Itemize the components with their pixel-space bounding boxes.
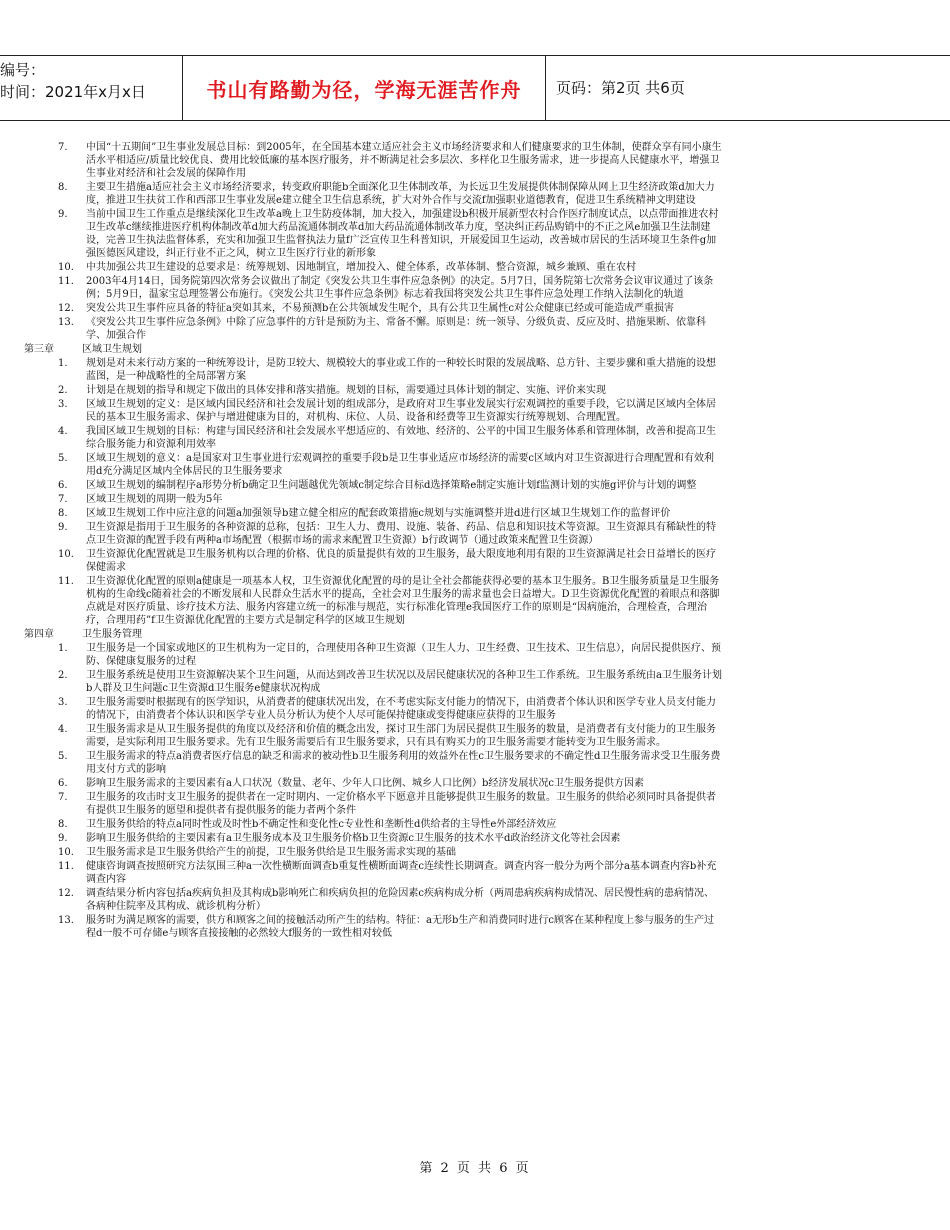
list-item-number: 11. bbox=[58, 576, 74, 587]
list-item bbox=[22, 479, 722, 492]
list-item bbox=[22, 832, 722, 845]
list-item bbox=[22, 669, 722, 695]
list-item-text: 卫生服务的攻击时支卫生服务的提供者在一定时期内、一定价格水平下愿意并且能够提供卫生服务的数量。卫生服务的供给必须同时具备提供者有提供卫生服务的愿望和提供者有提供服务的能力者两个条件 bbox=[86, 792, 716, 816]
list-item bbox=[22, 860, 722, 886]
list-item-number: 7. bbox=[58, 494, 68, 505]
list-item-text: 卫生服务需求是卫生服务供给产生的前提，卫生服务供给是卫生服务需求实现的基础 bbox=[86, 847, 456, 858]
chapter-number: 第三章 bbox=[24, 344, 54, 355]
document-time-label: 时间：2021年x月x日 bbox=[0, 83, 146, 101]
list-item bbox=[22, 548, 722, 574]
list-item-text: 区域卫生规划的周期一般为5年 bbox=[86, 494, 223, 505]
list-item-text: 卫生资源优化配置的原则a健康是一项基本人权，卫生资源优化配置的母的是让全社会都能获得必要的基本卫生服务。B卫生服务质量是卫生服务机构的生命线c随着社会的不断发展和人民群众生活水平的提高，全社会对卫生服务的需求量也会日益增大。D卫生资源优化配置的着眼点和落脚点就是对医疗质量、诊疗技术方法、服务内容建立统一的标准与规范，实行标准化管理e我国医疗工作的原则是“因病施治，合理检查，合理治疗，合理用药”f卫生资源优化配置的主要方式是制定科学的区域卫生规划 bbox=[86, 576, 720, 626]
list-item bbox=[22, 384, 722, 397]
list-item-text: 计划是在规划的指导和规定下做出的具体安排和落实措施。规划的目标，需要通过具体计划的制定、实施、评价来实现 bbox=[86, 385, 606, 396]
header-meta bbox=[0, 59, 180, 103]
list-item-text: 我国区域卫生规划的目标：构建与国民经济和社会发展水平想适应的、有效地、经济的、公平的中国卫生服务体系和管理体制，改善和提高卫生综合服务能力和资源利用效率 bbox=[86, 426, 716, 450]
list-item-number: 10. bbox=[58, 549, 74, 560]
header-motto: 书山有路勤为径，学海无涯苦作舟 bbox=[206, 78, 522, 102]
header-divider bbox=[545, 55, 546, 121]
list-item bbox=[22, 208, 722, 260]
list-item bbox=[22, 141, 722, 180]
list-item-text: 主要卫生措施a适应社会主义市场经济要求，转变政府职能b全面深化卫生体制改革，为长远卫生发展提供体制保障从网上卫生经济政策d加大力度，推进卫生扶贫工作和西部卫生事业发展e建立健全卫生信息系统，扩大对外合作与交流f加强职业道德教育，促进卫生系统精神文明建设 bbox=[86, 182, 715, 206]
document-number-label: 编号： bbox=[0, 61, 46, 79]
list-item bbox=[22, 887, 722, 913]
list-item-number: 6. bbox=[58, 778, 68, 789]
list-item-number: 2. bbox=[58, 670, 68, 681]
list-item-text: 服务时为满足顾客的需要，供方和顾客之间的接触活动所产生的结构。特征：a无形b生产和消费同时进行c顾客在某种程度上参与服务的生产过程d一般不可存储e与顾客直接接触的必然较大f服务的一致性相对较低 bbox=[86, 915, 714, 939]
list-item-text: 《突发公共卫生事件应急条例》中除了应急事件的方针是预防为主、常备不懈。原则是：统一领导、分级负责、反应及时、措施果断、依靠科学、加强合作 bbox=[86, 317, 706, 341]
list-item-text: 2003年4月14日，国务院第四次常务会议做出了制定《突发公共卫生事件应急条例》的决定。5月7日，国务院第七次常务会议审议通过了该条例；5月9日，温家宝总理签署公布施行。《突发公共卫生事件应急条例》标志着我国将突发公共卫生事件应急处理工作纳入法制化的轨道 bbox=[86, 276, 714, 300]
page-header bbox=[0, 55, 950, 121]
list-item bbox=[22, 642, 722, 668]
list-item-number: 5. bbox=[58, 751, 68, 762]
list-item-text: 区域卫生规划的编制程序a形势分析b确定卫生问题越优先领域c制定综合目标d选择策略e制定实施计划f监测计划的实施g评价与计划的调整 bbox=[86, 480, 697, 491]
list-item-number: 9. bbox=[58, 209, 68, 220]
list-item-text: 当前中国卫生工作重点是继续深化卫生改革a晚上卫生防疫体制，加大投入，加强建设b积极开展新型农村合作医疗制度试点，以点带面推进农村卫生改革c继续推进医疗机构体制改革d加大药品流通体制改革d加大药品流通体制改革力度，坚决纠正药品购销中的不正之风e加强卫生法制建设，完善卫生执法监督体系，充实和加强卫生监督执法力量f广泛宣传卫生科普知识，开展爱国卫生运动，改善城市居民的生活环境卫生条件g加强医德医风建设，纠正行业不正之风，树立卫生医疗行业的新形象 bbox=[86, 209, 719, 259]
list-item-number: 9. bbox=[58, 522, 68, 533]
list-item-number: 12. bbox=[58, 888, 74, 899]
list-item-number: 12. bbox=[58, 303, 74, 314]
list-item bbox=[22, 696, 722, 722]
list-item-text: 突发公共卫生事件应具备的特征a突如其来，不易预测b在公共领域发生呢个，具有公共卫生属性c对公众健康已经或可能造成严重损害 bbox=[86, 303, 674, 314]
list-item bbox=[22, 521, 722, 547]
list-item-text: 卫生资源是指用于卫生服务的各种资源的总称，包括：卫生人力、费用、设施、装备、药品、信息和知识技术等资源。卫生资源具有稀缺性的特点卫生资源的配置手段有两种a市场配置（根据市场的需求来配置卫生资源）b行政调节（通过政策来配置卫生资源） bbox=[86, 522, 716, 546]
page-footer: 第 2 页 共 6 页 bbox=[419, 1161, 531, 1176]
list-item-number: 9. bbox=[58, 833, 68, 844]
list-item bbox=[22, 316, 722, 342]
list-item bbox=[22, 846, 722, 859]
list-item-number: 6. bbox=[58, 480, 68, 491]
list-item bbox=[22, 398, 722, 424]
list-item bbox=[22, 723, 722, 749]
list-item-text: 卫生服务供给的特点a同时性或及时性b不确定性和变化性c专业性和垄断性d供给者的主导性e外部经济效应 bbox=[86, 819, 557, 830]
list-item bbox=[22, 275, 722, 301]
list-item-text: 卫生服务需求的特点a消费者医疗信息的缺乏和需求的被动性b卫生服务利用的效益外在性c卫生服务要求的不确定性d卫生服务需求受卫生服务费用支付方式的影响 bbox=[86, 751, 721, 775]
chapter-title: 区域卫生规划 bbox=[82, 344, 142, 355]
list-item-text: 卫生服务系统是使用卫生资源解决某个卫生问题，从而达到改善卫生状况以及居民健康状况的各种卫生工作系统。卫生服务系统由a卫生服务计划b人群及卫生问题c卫生资源d卫生服务e健康状况构成 bbox=[86, 670, 722, 694]
list-item-text: 中共加强公共卫生建设的总要求是：统筹规划、因地制宜，增加投入、健全体系，改革体制、整合资源，城乡兼顾、重在农村 bbox=[86, 262, 636, 273]
list-item-text: 健康咨询调查按照研究方法氛围三种a一次性横断面调查b重复性横断面调查c连续性长期调查。调查内容一般分为两个部分a基本调查内容b补充调查内容 bbox=[86, 861, 717, 885]
list-item bbox=[22, 750, 722, 776]
list-item-text: 调查结果分析内容包括a疾病负担及其构成b影响死亡和疾病负担的危险因素c疾病构成分析（两周患病疾病构成情况、居民慢性病的患病情况、各病种住院率及其构成、就诊机构分析） bbox=[86, 888, 714, 912]
chapter-title: 卫生服务管理 bbox=[82, 629, 142, 640]
list-item-text: 卫生服务需要时根据现有的医学知识，从消费者的健康状况出发，在不考虑实际支付能力的情况下，由消费者个体认识和医学专业人员支付能力的情况下，由消费者个体认识和医学专业人员分析认为使个人尽可能保持健康或变得健康应获得的卫生服务 bbox=[86, 697, 716, 721]
chapter-heading bbox=[22, 343, 722, 356]
list-item bbox=[22, 507, 722, 520]
list-item-number: 13. bbox=[58, 915, 74, 926]
list-item-number: 7. bbox=[58, 142, 68, 153]
list-item-number: 7. bbox=[58, 792, 68, 803]
list-item-text: 影响卫生服务需求的主要因素有a人口状况（数量、老年、少年人口比例、城乡人口比例）b经济发展状况c卫生服务提供方因素 bbox=[86, 778, 644, 789]
list-item-text: 区域卫生规划的意义：a是国家对卫生事业进行宏观调控的重要手段b是卫生事业适应市场经济的需要c区域内对卫生资源进行合理配置和有效利用d充分满足区域内全体居民的卫生服务要求 bbox=[86, 453, 714, 477]
list-item-text: 影响卫生服务供给的主要因素有a卫生服务成本及卫生服务价格b卫生资源c卫生服务的技术水平d政治经济文化等社会因素 bbox=[86, 833, 621, 844]
list-item-number: 1. bbox=[58, 358, 68, 369]
list-item-number: 1. bbox=[58, 643, 68, 654]
list-item bbox=[22, 818, 722, 831]
header-bottom-rule bbox=[0, 120, 950, 121]
list-item-text: 中国“十五期间”卫生事业发展总目标：到2005年，在全国基本建立适应社会主义市场经济要求和人们健康要求的卫生体制，使群众享有同小康生活水平相适应/质量比较优良、费用比较低廉的基本医疗服务，并不断满足社会多层次、多样化卫生服务需求，进一步提高人民健康水平，增强卫生事业对经济和社会发展的保障作用 bbox=[86, 142, 722, 179]
list-item-number: 3. bbox=[58, 399, 68, 410]
list-item-text: 区域卫生规划工作中应注意的问题a加强领导b建立健全相应的配套政策措施c规划与实施调整并进d进行区域卫生规划工作的监督评价 bbox=[86, 508, 671, 519]
list-item-number: 8. bbox=[58, 508, 68, 519]
list-item-text: 卫生服务需求是从卫生服务提供的角度以及经济和价值的概念出发，探讨卫生部门为居民提供卫生服务的数量，是消费者有支付能力的卫生服务需要，是实际利用卫生服务要求。先有卫生服务需要后有卫生服务要求，只有具有购买力的卫生服务需要才能转变为卫生服务需求。 bbox=[86, 724, 716, 748]
list-item-text: 区域卫生规划的定义：是区域内国民经济和社会发展计划的组成部分，是政府对卫生事业发展实行宏观调控的重要手段，它以满足区域内全体居民的基本卫生服务需求、保护与增进健康为目的，对机构、床位、人员、设备和经费等卫生资源实行统筹规划、合理配置。 bbox=[86, 399, 716, 423]
list-item-number: 4. bbox=[58, 724, 68, 735]
list-item-number: 11. bbox=[58, 276, 74, 287]
list-item bbox=[22, 575, 722, 627]
list-item-number: 8. bbox=[58, 819, 68, 830]
chapter-heading bbox=[22, 628, 722, 641]
list-item-number: 2. bbox=[58, 385, 68, 396]
list-item-number: 10. bbox=[58, 847, 74, 858]
list-item bbox=[22, 425, 722, 451]
list-item-number: 10. bbox=[58, 262, 74, 273]
list-item-number: 5. bbox=[58, 453, 68, 464]
list-item bbox=[22, 914, 722, 940]
list-item-text: 规划是对未来行动方案的一种统筹设计，是防卫较大、规模较大的事业或工作的一种较长时限的发展战略、总方针、主要步骤和重大措施的设想蓝图，是一种战略性的全局部署方案 bbox=[86, 358, 716, 382]
chapter-number: 第四章 bbox=[24, 629, 54, 640]
list-item bbox=[22, 493, 722, 506]
header-page-number: 页码：第2页 共6页 bbox=[556, 79, 685, 97]
list-item-number: 13. bbox=[58, 317, 74, 328]
list-item bbox=[22, 357, 722, 383]
list-item-number: 11. bbox=[58, 861, 74, 872]
list-item bbox=[22, 452, 722, 478]
list-item bbox=[22, 261, 722, 274]
list-item bbox=[22, 181, 722, 207]
document-body bbox=[22, 141, 722, 941]
list-item bbox=[22, 777, 722, 790]
list-item-number: 3. bbox=[58, 697, 68, 708]
list-item-number: 4. bbox=[58, 426, 68, 437]
header-top-rule bbox=[0, 55, 950, 56]
list-item-number: 8. bbox=[58, 182, 68, 193]
list-item bbox=[22, 302, 722, 315]
list-item-text: 卫生服务是一个国家或地区的卫生机构为一定目的，合理使用各种卫生资源（卫生人力、卫生经费、卫生技术、卫生信息），向居民提供医疗、预防、保健康复服务的过程 bbox=[86, 643, 721, 667]
list-item-text: 卫生资源优化配置就是卫生服务机构以合理的价格、优良的质量提供有效的卫生服务，最大限度地利用有限的卫生资源满足社会日益增长的医疗保健需求 bbox=[86, 549, 716, 573]
list-item bbox=[22, 791, 722, 817]
